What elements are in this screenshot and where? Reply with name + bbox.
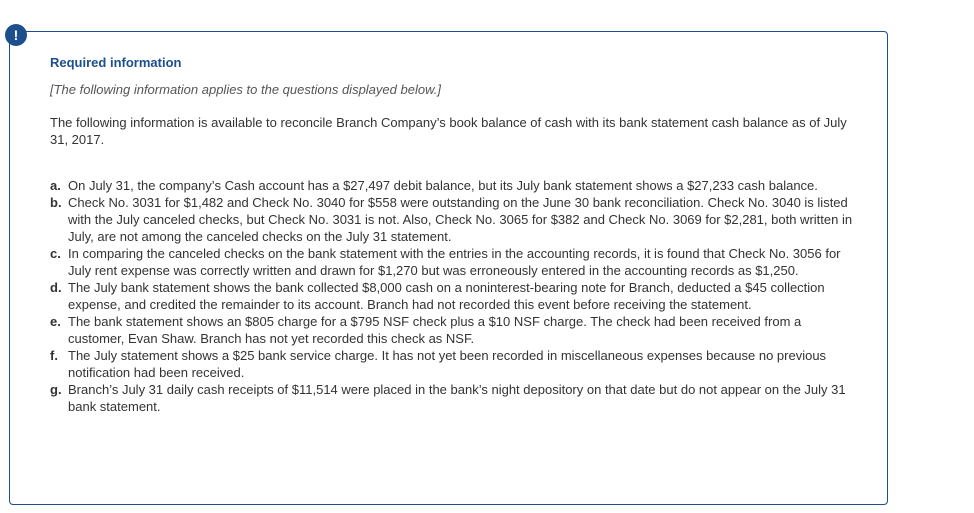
list-item-a <box>50 177 855 194</box>
item-text: Check No. 3031 for $1,482 and Check No. 3040 for $558 were outstanding on the June 30 bank reconciliation. Check No. 3040 is listed with the July canceled checks, but Check No. 3031 is not. Also, Check No. 3065 for $382 and Check No. 3069 for $2,281, both written in July, are not among the canceled checks on the July 31 statement. <box>68 195 853 244</box>
list-item-d <box>50 279 855 313</box>
item-letter: e. <box>50 314 61 329</box>
item-letter: b. <box>50 195 62 210</box>
item-letter: a. <box>50 178 61 193</box>
list-item-e <box>50 313 855 347</box>
list-item-c <box>50 245 855 279</box>
information-item-list <box>50 177 855 415</box>
item-letter: f. <box>50 348 58 363</box>
item-text: In comparing the canceled checks on the bank statement with the entries in the accounting records, it is found that Check No. 3056 for July rent expense was correctly written and drawn for $1,270 but was erroneously entered in the accounting records as $1,250. <box>68 246 841 278</box>
item-letter: g. <box>50 382 62 397</box>
panel-note: [The following information applies to the questions displayed below.] <box>50 82 441 97</box>
item-letter: d. <box>50 280 62 295</box>
item-text: On July 31, the company’s Cash account has a $27,497 debit balance, but its July bank statement shows a $27,233 cash balance. <box>68 178 818 193</box>
item-text: The July statement shows a $25 bank service charge. It has not yet been recorded in miscellaneous expenses because no previous notification had been received. <box>68 348 827 380</box>
list-item-b <box>50 194 855 245</box>
panel-title: Required information <box>50 55 182 70</box>
item-text: Branch’s July 31 daily cash receipts of $11,514 were placed in the bank’s night depository on that date but do not appear on the July 31 bank statement. <box>68 382 846 414</box>
item-text: The July bank statement shows the bank collected $8,000 cash on a noninterest-bearing note for Branch, deducted a $45 collection expense, and credited the remainder to its account. Branch had not recorded this event before receiving the statement. <box>68 280 825 312</box>
required-information-panel <box>9 31 888 505</box>
panel-intro: The following information is available to reconcile Branch Company’s book balance of cash with its bank statement cash balance as of July 31, 2017. <box>50 115 847 147</box>
list-item-f <box>50 347 855 381</box>
item-text: The bank statement shows an $805 charge for a $795 NSF check plus a $10 NSF charge. The check had been received from a customer, Evan Shaw. Branch has not yet recorded this check as NSF. <box>68 314 802 346</box>
list-item-g <box>50 381 855 415</box>
alert-icon: ! <box>5 24 27 46</box>
item-letter: c. <box>50 246 61 261</box>
